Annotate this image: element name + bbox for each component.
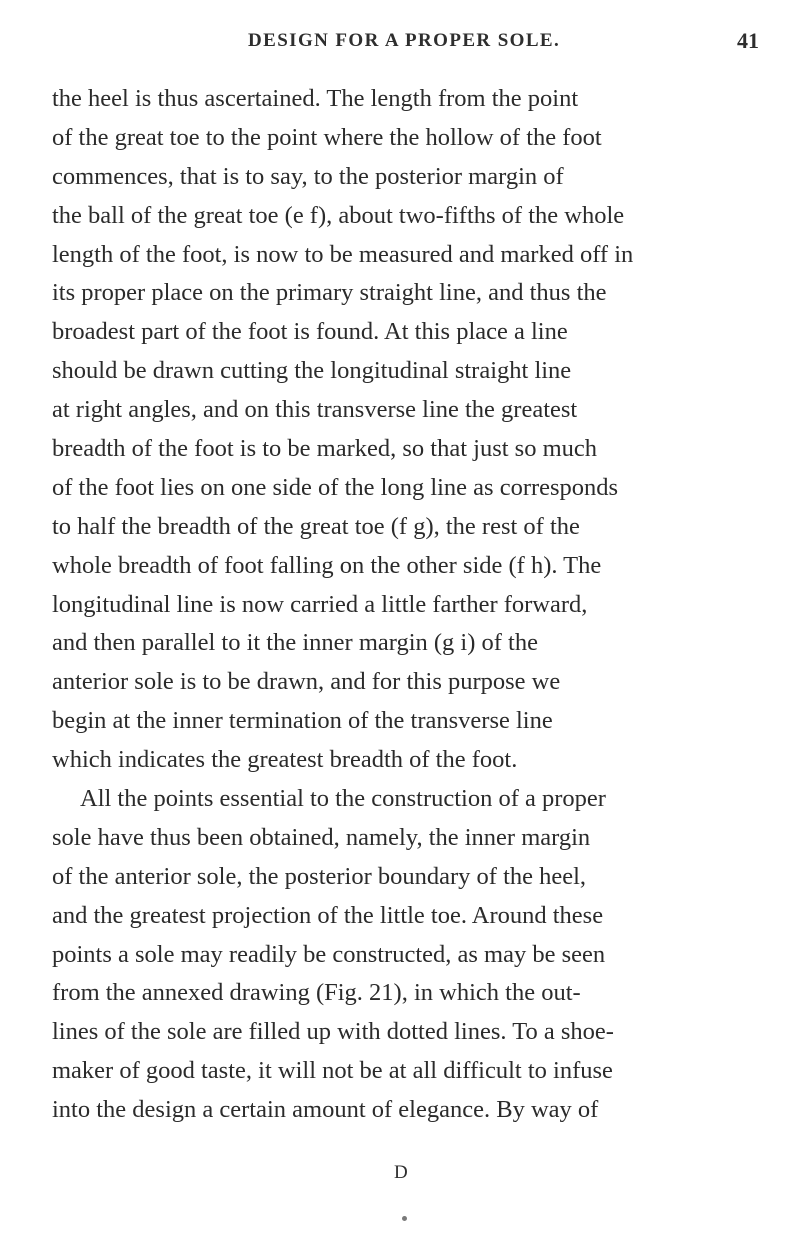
text-line: commences, that is to say, to the posterior margin of bbox=[52, 162, 564, 190]
text-line: anterior sole is to be drawn, and for this purpose we bbox=[52, 668, 561, 696]
text-line: begin at the inner termination of the transverse line bbox=[52, 707, 553, 735]
text-line: from the annexed drawing (Fig. 21), in which the out- bbox=[52, 979, 581, 1007]
paragraph-start-line: All the points essential to the construction of a proper bbox=[80, 785, 606, 813]
text-line: length of the foot, is now to be measured and marked off in bbox=[52, 240, 634, 268]
text-line: of the anterior sole, the posterior boundary of the heel, bbox=[52, 862, 587, 890]
text-line: longitudinal line is now carried a little farther forward, bbox=[52, 590, 588, 618]
text-line: into the design a certain amount of elegance. By way of bbox=[52, 1096, 599, 1124]
text-line: which indicates the greatest breadth of the foot. bbox=[52, 746, 518, 774]
text-line: its proper place on the primary straight line, and thus the bbox=[52, 279, 607, 307]
text-line: the ball of the great toe (e f), about two-fifths of the whole bbox=[52, 201, 625, 229]
text-line: broadest part of the foot is found. At this place a line bbox=[52, 318, 568, 346]
text-line: breadth of the foot is to be marked, so that just so much bbox=[52, 435, 598, 463]
text-line: and the greatest projection of the little toe. Around these bbox=[52, 901, 604, 929]
text-line: of the foot lies on one side of the long line as corresponds bbox=[52, 473, 619, 501]
text-line: of the great toe to the point where the hollow of the foot bbox=[52, 123, 602, 151]
text-line: should be drawn cutting the longitudinal straight line bbox=[52, 357, 572, 385]
text-line: maker of good taste, it will not be at all difficult to infuse bbox=[52, 1057, 613, 1085]
text-line: whole breadth of foot falling on the other side (f h). The bbox=[52, 551, 602, 579]
text-line: lines of the sole are filled up with dotted lines. To a shoe- bbox=[52, 1018, 614, 1046]
text-line: at right angles, and on this transverse line the greatest bbox=[52, 396, 578, 424]
text-line: and then parallel to it the inner margin (g i) of the bbox=[52, 629, 538, 657]
page-number: 41 bbox=[737, 28, 759, 53]
print-speck bbox=[402, 1216, 407, 1221]
text-line: to half the breadth of the great toe (f g), the rest of the bbox=[52, 512, 580, 540]
text-line: the heel is thus ascertained. The length from the point bbox=[52, 85, 579, 112]
text-line: sole have thus been obtained, namely, the inner margin bbox=[52, 823, 591, 851]
text-line: points a sole may readily be constructed, as may be seen bbox=[52, 940, 606, 968]
signature-mark: D bbox=[394, 1162, 408, 1183]
body-text bbox=[52, 80, 772, 1130]
running-title: DESIGN FOR A PROPER SOLE. bbox=[248, 30, 561, 51]
